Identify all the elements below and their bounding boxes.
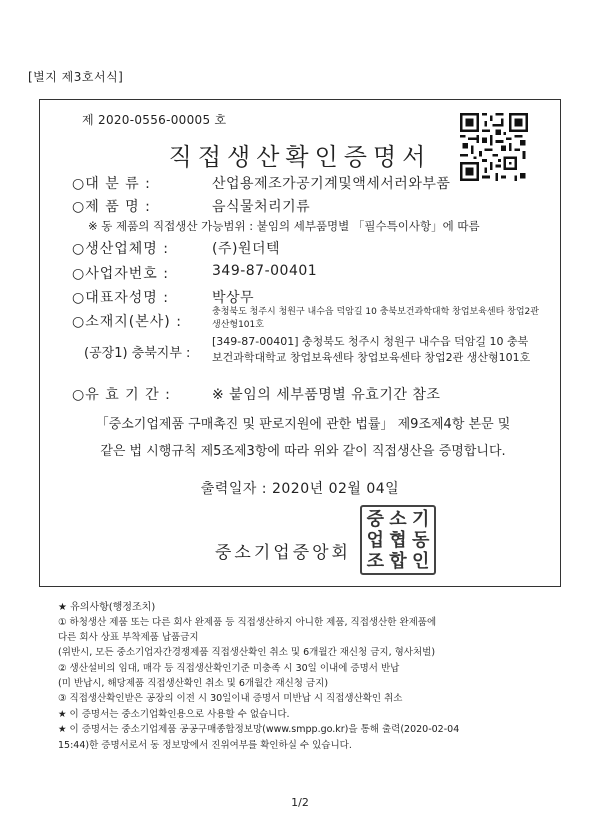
factory-label: (공장1) 충북지부 : — [84, 346, 191, 361]
qr-code-icon — [460, 113, 528, 181]
notice-heading: ★ 유의사항(행정조치) — [58, 602, 156, 613]
address-value — [212, 306, 539, 332]
validity-label: ○유 효 기 간 : — [72, 387, 171, 403]
certification-statement — [58, 411, 548, 465]
notice-item: 15:44)한 증명서로서 동 정보망에서 진위여부를 확인하실 수 있습니다. — [58, 740, 352, 751]
bizno-label: ○사업자번호 : — [72, 266, 170, 282]
product-label: ○제 품 명 : — [72, 199, 151, 215]
factory-address — [212, 334, 530, 366]
scope-note: ※ 동 제품의 직접생산 가능범위 : 붙임의 세부품명별 「필수특이사항」에 따름 — [88, 219, 480, 233]
ceo-value: 박상무 — [212, 290, 255, 306]
form-number-label: [별지 제3호서식] — [28, 70, 124, 84]
certificate-title: 직접생산확인증명서 — [168, 143, 432, 171]
company-value: (주)원더텍 — [212, 241, 281, 257]
ceo-label: ○대표자성명 : — [72, 290, 170, 306]
bizno-value: 349-87-00401 — [212, 263, 318, 279]
notice-item: ③ 직접생산확인받은 공장의 이전 시 30일이내 증명서 미반납 시 직접생산확인 취소 — [58, 693, 403, 704]
notice-item: ② 생산설비의 임대, 매각 등 직접생산확인기준 미충족 시 30일 이내에 증명서 반납 — [58, 663, 400, 674]
category-label: ○대 분 류 : — [72, 176, 151, 192]
category-value: 산업용제조가공기계및액세서러와부품 — [212, 176, 451, 192]
statement-line-1: 「중소기업제품 구매촉진 및 판로지원에 관한 법률」 제9조제4항 본문 및 — [95, 417, 511, 432]
notice-item: (미 반납시, 해당제품 직접생산확인 취소 및 6개월간 재신청 금지) — [58, 678, 329, 689]
issue-date: 출력일자 : 2020년 02월 04일 — [200, 481, 400, 497]
product-value: 음식물처리기류 — [212, 199, 311, 215]
notice-item: ★ 이 증명서는 중소기업제품 공공구매종합정보망(www.smpp.go.kr)을 통해 출력(2020-02-04 — [58, 724, 460, 735]
page-number: 1/2 — [291, 796, 309, 809]
company-label: ○생산업체명 : — [72, 241, 170, 257]
notice-item: ★ 이 증명서는 중소기업확인용으로 사용할 수 없습니다. — [58, 709, 290, 720]
notice-item: (위반시, 모든 중소기업자간경쟁제품 직접생산확인 취소 및 6개월간 재신청 금지, 형사처벌) — [58, 647, 436, 658]
official-seal-icon — [360, 505, 436, 575]
address-line-1: 충청북도 청주시 청원구 내수읍 덕암길 10 충북보건과학대학 창업보육센타 창업2관 — [212, 307, 539, 317]
factory-address-line-2: 보건과학대학교 창업보육센타 창업보육센타 창업2관 생산형101호 — [212, 351, 531, 364]
factory-address-line-1: [349-87-00401] 충청북도 청주시 청원구 내수읍 덕암길 10 충북 — [212, 335, 529, 348]
seal-characters: 중 소 기 업 협 동 조 합 인 — [366, 509, 430, 572]
address-line-2: 생산형101호 — [212, 320, 264, 330]
address-label: ○소재지(본사) : — [72, 314, 182, 330]
statement-line-2: 같은 법 시행규칙 제5조제3항에 따라 위와 같이 직접생산을 증명합니다. — [100, 444, 506, 459]
certificate-number: 제 2020-0556-00005 호 — [82, 113, 227, 127]
notice-item: ① 하청생산 제품 또는 다른 회사 완제품 등 직접생산하지 아니한 제품, 직접생산한 완제품에 — [58, 617, 437, 628]
issuer-name: 중소기업중앙회 — [215, 543, 351, 563]
notice-item: 다른 회사 상표 부착제품 납품금지 — [58, 632, 199, 643]
validity-value: ※ 붙임의 세부품명별 유효기간 참조 — [212, 387, 441, 403]
